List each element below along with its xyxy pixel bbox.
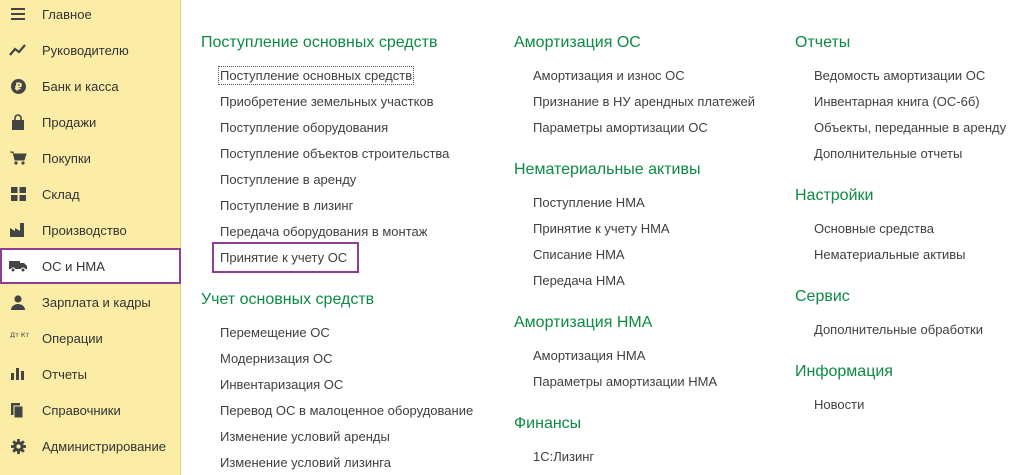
sidebar-item-bank[interactable] (0, 68, 181, 104)
sidebar-item-main[interactable] (0, 0, 181, 32)
link-depreciation-params-os[interactable]: Параметры амортизации ОС (533, 120, 708, 135)
link-equipment-receipt[interactable]: Поступление оборудования (220, 120, 389, 135)
link-intangible-registration[interactable]: Принятие к учету НМА (533, 221, 670, 236)
link-lease-payments-tax[interactable]: Признание в НУ арендных платежей (533, 94, 756, 109)
link-additional-processing[interactable]: Дополнительные обработки (814, 322, 983, 337)
link-modernization-os[interactable]: Модернизация ОС (220, 351, 333, 366)
section-title-reports: Отчеты (795, 34, 851, 51)
link-depreciation-nma[interactable]: Амортизация НМА (533, 348, 646, 363)
sidebar-item-label: Операции (42, 330, 103, 346)
sidebar-item-fixed-assets[interactable] (0, 248, 181, 284)
hamburger-menu-icon (10, 6, 26, 22)
truck-icon (10, 258, 26, 274)
link-1c-leasing[interactable]: 1С:Лизинг (533, 449, 595, 464)
section-title-settings: Настройки (795, 187, 874, 204)
sidebar-item-label: Склад (42, 186, 80, 202)
debit-credit-icon (10, 330, 30, 346)
link-lease-receipt[interactable]: Поступление в аренду (220, 172, 357, 187)
ruble-coin-icon (10, 78, 26, 94)
section-title-information: Информация (795, 363, 893, 380)
sidebar-item-catalogs[interactable] (0, 392, 181, 428)
sidebar-item-operations[interactable] (0, 320, 181, 356)
section-title-depreciation-nma: Амортизация НМА (514, 314, 653, 331)
main-panel (181, 0, 1032, 475)
section-title-intangibles: Нематериальные активы (514, 161, 701, 178)
link-transfer-os[interactable]: Перемещение ОС (220, 325, 330, 340)
shopping-cart-icon (10, 150, 26, 166)
books-icon (10, 402, 26, 418)
link-depreciation-statement[interactable]: Ведомость амортизации ОС (814, 68, 986, 83)
sidebar-item-label: ОС и НМА (42, 258, 105, 274)
link-lease-terms-change[interactable]: Изменение условий аренды (220, 429, 390, 444)
svg-text:Дт Кт: Дт Кт (10, 331, 30, 339)
factory-icon (10, 222, 26, 238)
sidebar-item-label: Отчеты (42, 366, 87, 382)
link-settings-fixed-assets[interactable]: Основные средства (814, 221, 934, 236)
bar-chart-icon (10, 366, 26, 382)
section-title-depreciation-os: Амортизация ОС (514, 34, 641, 51)
sidebar-item-reports[interactable] (0, 356, 181, 392)
sidebar-item-production[interactable] (0, 212, 181, 248)
link-fixed-asset-registration[interactable]: Принятие к учету ОС (212, 242, 359, 273)
link-settings-intangibles[interactable]: Нематериальные активы (814, 247, 966, 262)
trend-chart-icon (10, 42, 26, 58)
link-depreciation-wear[interactable]: Амортизация и износ ОС (533, 68, 685, 83)
sidebar-item-label: Справочники (42, 402, 121, 418)
section-title-receipt: Поступление основных средств (201, 34, 438, 51)
sidebar-item-sales[interactable] (0, 104, 181, 140)
sidebar-item-label: Главное (42, 6, 92, 22)
link-transfer-to-installation[interactable]: Передача оборудования в монтаж (220, 224, 428, 239)
link-land-purchase[interactable]: Приобретение земельных участков (220, 94, 434, 109)
link-receipt-fixed-assets[interactable]: Поступление основных средств (220, 68, 413, 83)
gear-icon (10, 438, 26, 454)
sidebar-item-salary[interactable] (0, 284, 181, 320)
svg-text:₽: ₽ (14, 80, 22, 93)
link-intangible-transfer[interactable]: Передача НМА (533, 273, 625, 288)
warehouse-grid-icon (10, 186, 26, 202)
section-title-finance: Финансы (514, 415, 582, 432)
link-depreciation-params-nma[interactable]: Параметры амортизации НМА (533, 374, 718, 389)
sidebar-item-label: Производство (42, 222, 127, 238)
person-icon (10, 294, 26, 310)
shopping-bag-icon (10, 114, 26, 130)
sidebar-item-label: Зарплата и кадры (42, 294, 151, 310)
sidebar-item-warehouse[interactable] (0, 176, 181, 212)
link-news[interactable]: Новости (814, 397, 865, 412)
sidebar-item-label: Продажи (42, 114, 97, 130)
link-intangible-receipt[interactable]: Поступление НМА (533, 195, 645, 210)
sidebar-item-manager[interactable] (0, 32, 181, 68)
sidebar-item-label: Банк и касса (42, 78, 119, 94)
sidebar-item-label: Покупки (42, 150, 91, 166)
link-leasing-terms-change[interactable]: Изменение условий лизинга (220, 455, 391, 470)
sidebar-item-label: Администрирование (42, 438, 166, 454)
section-title-accounting: Учет основных средств (201, 291, 375, 308)
sidebar-item-label: Руководителю (42, 42, 129, 58)
link-intangible-writeoff[interactable]: Списание НМА (533, 247, 625, 262)
link-inventory-book[interactable]: Инвентарная книга (ОС-6б) (814, 94, 980, 109)
sidebar (0, 0, 181, 475)
link-inventory-os[interactable]: Инвентаризация ОС (220, 377, 344, 392)
link-low-value-transfer[interactable]: Перевод ОС в малоценное оборудование (220, 403, 474, 418)
sidebar-item-purchases[interactable] (0, 140, 181, 176)
sidebar-item-administration[interactable] (0, 428, 181, 464)
link-leasing-receipt[interactable]: Поступление в лизинг (220, 198, 354, 213)
link-construction-receipt[interactable]: Поступление объектов строительства (220, 146, 450, 161)
link-leased-objects[interactable]: Объекты, переданные в аренду (814, 120, 1007, 135)
section-title-service: Сервис (795, 288, 850, 305)
link-additional-reports[interactable]: Дополнительные отчеты (814, 146, 963, 161)
